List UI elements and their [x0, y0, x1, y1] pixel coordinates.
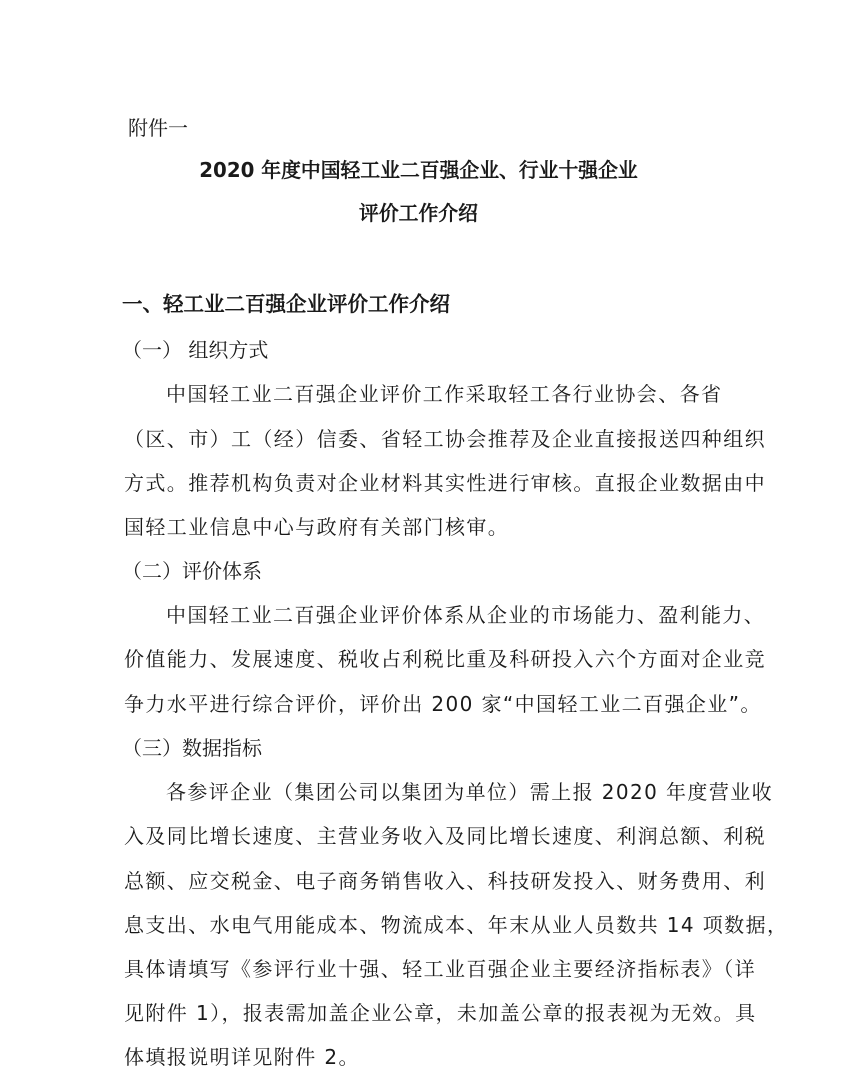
document-title-line2: 评价工作介绍 [359, 201, 478, 225]
paragraph-line: 具体请填写《参评行业十强、轻工业百强企业主要经济指标表》（详 [124, 957, 756, 981]
paragraph-line: 见附件 1），报表需加盖企业公章，未加盖公章的报表视为无效。具 [124, 1001, 757, 1025]
subsection-heading-data-indicators: （三）数据指标 [122, 736, 262, 760]
paragraph-line: 各参评企业（集团公司以集团为单位）需上报 2020 年度营业收 [166, 780, 774, 804]
document-title-line1: 2020 年度中国轻工业二百强企业、行业十强企业 [199, 158, 638, 182]
section-heading: 一、轻工业二百强企业评价工作介绍 [122, 292, 450, 316]
subsection-heading-organization: （一） 组织方式 [122, 338, 269, 362]
attachment-label: 附件一 [128, 116, 188, 140]
paragraph-line: 中国轻工业二百强企业评价体系从企业的市场能力、盈利能力、 [166, 603, 766, 627]
subsection-heading-evaluation-system: （二）评价体系 [122, 559, 262, 583]
paragraph-line: 方式。推荐机构负责对企业材料其实性进行审核。直报企业数据由中 [124, 471, 766, 495]
paragraph-line: 价值能力、发展速度、税收占利税比重及科研投入六个方面对企业竞 [124, 647, 766, 671]
paragraph-line: （区、市）工（经）信委、省轻工协会推荐及企业直接报送四种组织 [124, 427, 766, 451]
paragraph-line: 国轻工业信息中心与政府有关部门核审。 [124, 515, 510, 539]
paragraph-line: 息支出、水电气用能成本、物流成本、年末从业人员数共 14 项数据， [124, 913, 789, 937]
paragraph-line: 争力水平进行综合评价，评价出 200 家“中国轻工业二百强企业”。 [124, 692, 762, 716]
paragraph-line: 中国轻工业二百强企业评价工作采取轻工各行业协会、各省 [166, 382, 723, 406]
paragraph-line: 总额、应交税金、电子商务销售收入、科技研发投入、财务费用、利 [124, 869, 766, 893]
paragraph-line: 入及同比增长速度、主营业务收入及同比增长速度、利润总额、利税 [124, 824, 766, 848]
paragraph-line: 体填报说明详见附件 2。 [124, 1045, 360, 1069]
